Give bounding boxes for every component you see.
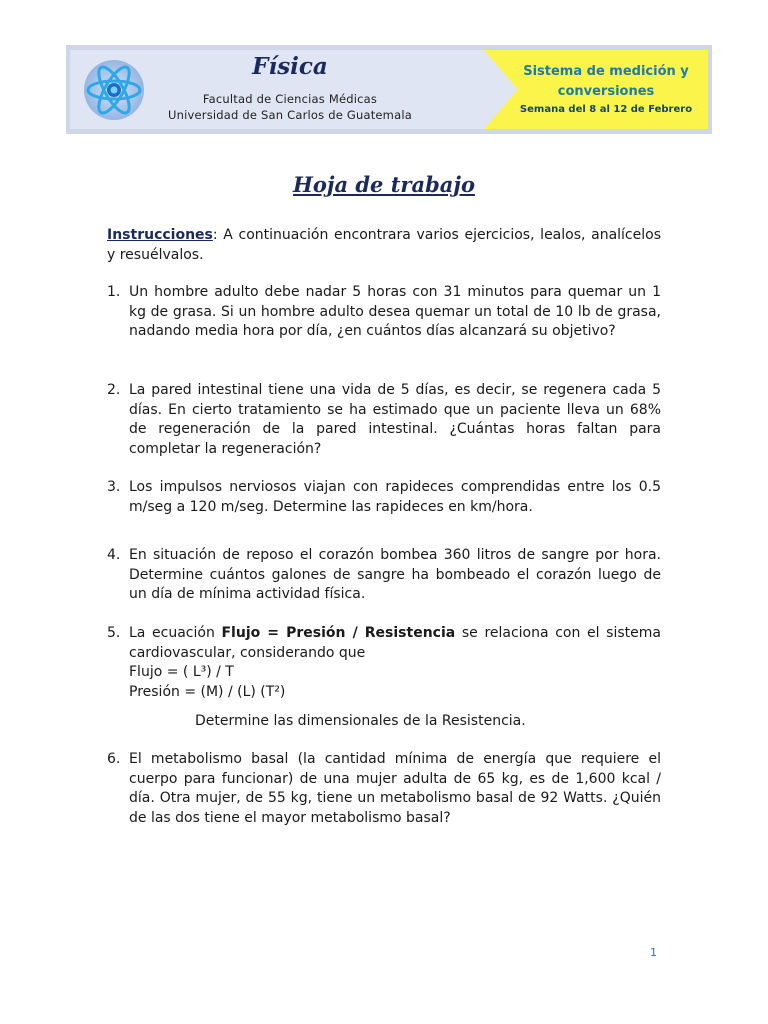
item-text: Un hombre adulto debe nadar 5 horas con 31 minutos para quemar un 1 kg de grasa. Si un hombre adulto desea quemar un total de 10 lb de grasa, nadando media hora por día, ¿en cuántos días alcanzará su objetivo? [129,284,661,339]
exercise-item-4 [107,546,661,605]
exercise-item-6 [107,750,661,828]
item-intro-rest: se relaciona con el sistema cardiovascular, considerando que [129,625,661,661]
item-number: 4. [107,547,121,563]
banner-panel [70,50,708,129]
instructions-paragraph [107,226,661,265]
week-label: Semana del 8 al 12 de Febrero [519,104,693,115]
document-title: Hoja de trabajo [293,172,475,197]
university-name: Universidad de San Carlos de Guatemala [168,108,412,122]
item-number: 6. [107,751,121,767]
item-text: La pared intestinal tiene una vida de 5 días, es decir, se regenera cada 5 días. En cierto tratamiento se ha estimado que un paciente lleva un 68% de regeneración de la pared intestinal. ¿Cuántas horas faltan para completar la regeneración? [129,382,661,457]
atom-icon [82,58,146,122]
item-intro: La ecuación [129,625,222,641]
item-number: 3. [107,479,121,495]
exercise-item-2 [107,381,661,459]
topic-block [488,62,724,115]
item-text [129,624,661,732]
flujo-formula: Flujo = ( L³) / T [129,664,234,680]
item-task: Determine las dimensionales de la Resistencia. [195,713,526,729]
faculty-name: Facultad de Ciencias Médicas [202,92,378,106]
topic-title: Sistema de medición y conversiones [523,64,689,99]
item-text: Los impulsos nerviosos viajan con rapideces comprendidas entre los 0.5 m/seg a 120 m/seg. Determine las rapideces en km/hora. [129,479,661,515]
exercise-item-1 [107,283,661,342]
exercise-item-3 [107,478,661,517]
presion-formula: Presión = (M) / (L) (T²) [129,683,286,700]
header-banner [66,45,712,134]
item-text: En situación de reposo el corazón bombea 360 litros de sangre por hora. Determine cuántos galones de sangre ha bombeado el corazón luego de un día de mínima actividad física. [129,547,661,602]
page-number: 1 [650,946,657,959]
item-number: 5. [107,625,121,641]
item-number: 2. [107,382,121,398]
formula-text: Flujo = Presión / Resistencia [221,625,456,641]
exercise-item-5 [107,624,661,732]
instructions-text: : A continuación encontrara varios ejercicios, lealos, analícelos y resuélvalos. [107,227,661,263]
item-text: El metabolismo basal (la cantidad mínima de energía que requiere el cuerpo para funcionar) de una mujer adulta de 65 kg, es de 1,600 kcal / día. Otra mujer, de 55 kg, tiene un metabolismo basal de 92 Watts. ¿Quién de las dos tiene el mayor metabolismo basal? [129,751,661,826]
item-number: 1. [107,284,121,300]
instructions-label: Instrucciones [107,227,213,243]
course-title: Física [252,53,328,80]
